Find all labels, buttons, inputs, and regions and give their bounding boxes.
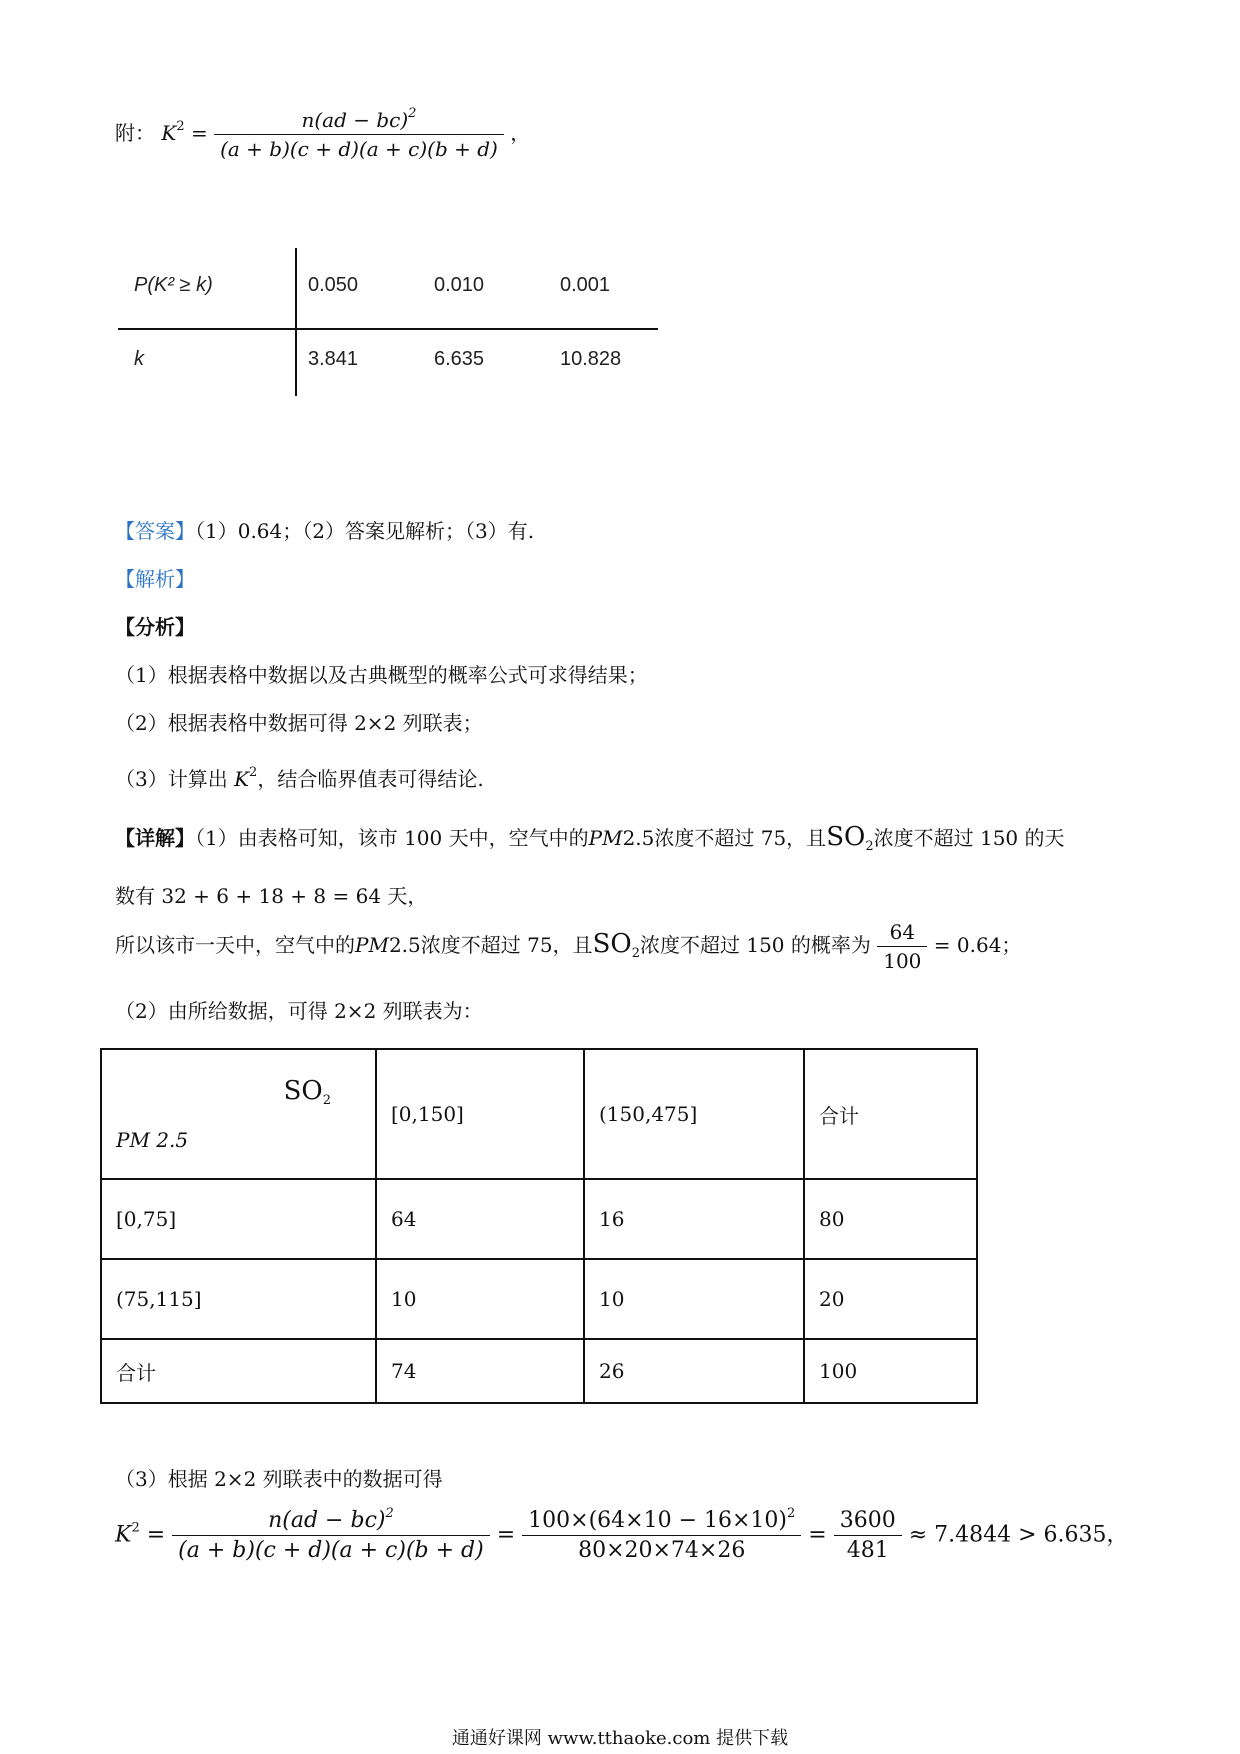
denominator-substituted: 80×20×74×26 [522,1535,801,1563]
denominator-simplified: 481 [834,1535,902,1563]
table-cell: 64 [376,1179,584,1259]
col-header: (150,475] [584,1049,804,1179]
table-divider-h [118,328,658,330]
k-symbol: K [234,767,250,791]
k-symbol-exp: 2 [249,765,258,780]
table-divider-v [295,248,297,396]
pm-symbol: PM [588,826,623,850]
k2-numerator: n(ad − bc) [301,108,409,132]
table-row [101,1179,977,1259]
corner-so: SO [283,1076,323,1106]
fenxi-line-1: （1）根据表格中数据以及古典概型的概率公式可求得结果； [115,663,648,687]
prob-value: 0.010 [434,274,485,296]
detail-text: = 0.64； [933,933,1022,957]
detail-text: 浓度不超过 150 的天 [873,826,1065,850]
approx-result: ≈ 7.4844 > 6.635， [908,1522,1129,1548]
detail-text: 浓度不超过 75，且 [654,826,827,850]
fenxi-line-3b: ，结合临界值表可得结论. [257,767,484,791]
table-cell: 16 [584,1179,804,1259]
denominator-general: (a + b)(c + d)(a + c)(b + d) [172,1535,490,1563]
fenxi-line-3 [115,763,484,792]
detail-line-4: （2）由所给数据，可得 2×2 列联表为： [115,999,483,1023]
table-row [101,1259,977,1339]
fraction-numerator: 64 [889,920,916,944]
eq-sign: = [808,1522,827,1548]
k2-fraction [214,108,504,161]
answer-tag: 【答案】 [115,519,195,543]
corner-cell [101,1049,376,1179]
numerator-sub-exp: 2 [787,1506,796,1521]
page-footer: 通通好课网 www.tthaoke.com 提供下载 [451,1728,789,1749]
table-cell: 74 [376,1339,584,1403]
k2-lhs: K [115,1522,132,1548]
formula-lhs-exp: 2 [176,119,185,134]
formula-eq: = [190,121,208,145]
fenxi-tag: 【分析】 [115,615,195,639]
appendix-formula [115,108,530,161]
col-header: [0,150] [376,1049,584,1179]
numerator-substituted: 100×(64×10 − 16×10) [528,1508,788,1533]
col-header: 合计 [804,1049,977,1179]
fenxi-line-3a: （3）计算出 [115,767,228,791]
corner-so-sub: 2 [322,1093,331,1108]
answer-text: （1）0.64；（2）答案见解析；（3）有. [195,519,535,543]
fraction-general [172,1508,490,1563]
numerator-exp: 2 [385,1506,394,1521]
detail-line-2: 数有 32 + 6 + 18 + 8 = 64 天， [115,884,428,908]
prob-value: 0.001 [560,274,611,296]
detail-tag: 【详解】 [115,826,195,850]
table-cell: 26 [584,1339,804,1403]
fraction-substituted [522,1508,801,1563]
fraction-simplified [834,1508,902,1563]
row-label: (75,115] [101,1259,376,1339]
part3-intro: （3）根据 2×2 列联表中的数据可得 [115,1467,443,1491]
pm-symbol: PM [355,933,389,957]
probability-fraction [877,920,927,973]
appendix-label: 附： [115,121,155,145]
so-symbol: SO [826,822,866,852]
so-symbol: SO [592,929,632,959]
so-subscript: 2 [865,839,874,854]
prob-row-header: P(K² ≥ k) [134,274,213,296]
table-cell: 10 [584,1259,804,1339]
corner-pm: PM 2.5 [116,1128,189,1152]
fenxi-line-2: （2）根据表格中数据可得 2×2 列联表； [115,711,483,735]
k-value: 6.635 [434,348,485,370]
formula-lhs: K [161,121,177,145]
numerator-general: n(ad − bc) [268,1508,386,1533]
table-cell: 20 [804,1259,977,1339]
part3-formula [115,1508,1129,1563]
row-label: [0,75] [101,1179,376,1259]
numerator-simplified: 3600 [839,1508,896,1533]
pm-number: 2.5 [388,933,421,957]
analysis-tag: 【解析】 [115,567,195,591]
critical-value-table [118,248,658,396]
detail-text: 浓度不超过 75，且 [420,933,593,957]
answer-line [115,515,534,544]
k-row-header: k [134,348,144,370]
detail-text: 所以该市一天中，空气中的 [115,933,355,957]
k2-lhs-exp: 2 [131,1520,140,1536]
k2-denominator: (a + b)(c + d)(a + c)(b + d) [214,134,504,161]
table-cell: 80 [804,1179,977,1259]
eq-sign: = [496,1522,516,1548]
detail-text: 浓度不超过 150 的概率为 [639,933,871,957]
contingency-table [100,1048,978,1404]
table-cell: 10 [376,1259,584,1339]
k-value: 10.828 [560,348,622,370]
detail-text: （1）由表格可知，该市 100 天中，空气中的 [195,826,589,850]
detail-line-3 [115,920,1021,973]
k-value: 3.841 [308,348,359,370]
k2-numerator-exp: 2 [408,106,417,121]
formula-tail: ， [510,121,531,145]
so-subscript: 2 [631,946,640,961]
pm-number: 2.5 [622,826,655,850]
table-row [101,1339,977,1403]
row-label: 合计 [101,1339,376,1403]
fraction-denominator: 100 [877,946,927,973]
prob-value: 0.050 [308,274,359,296]
table-cell: 100 [804,1339,977,1403]
detail-line-1 [115,822,1065,852]
eq-sign: = [146,1522,166,1548]
